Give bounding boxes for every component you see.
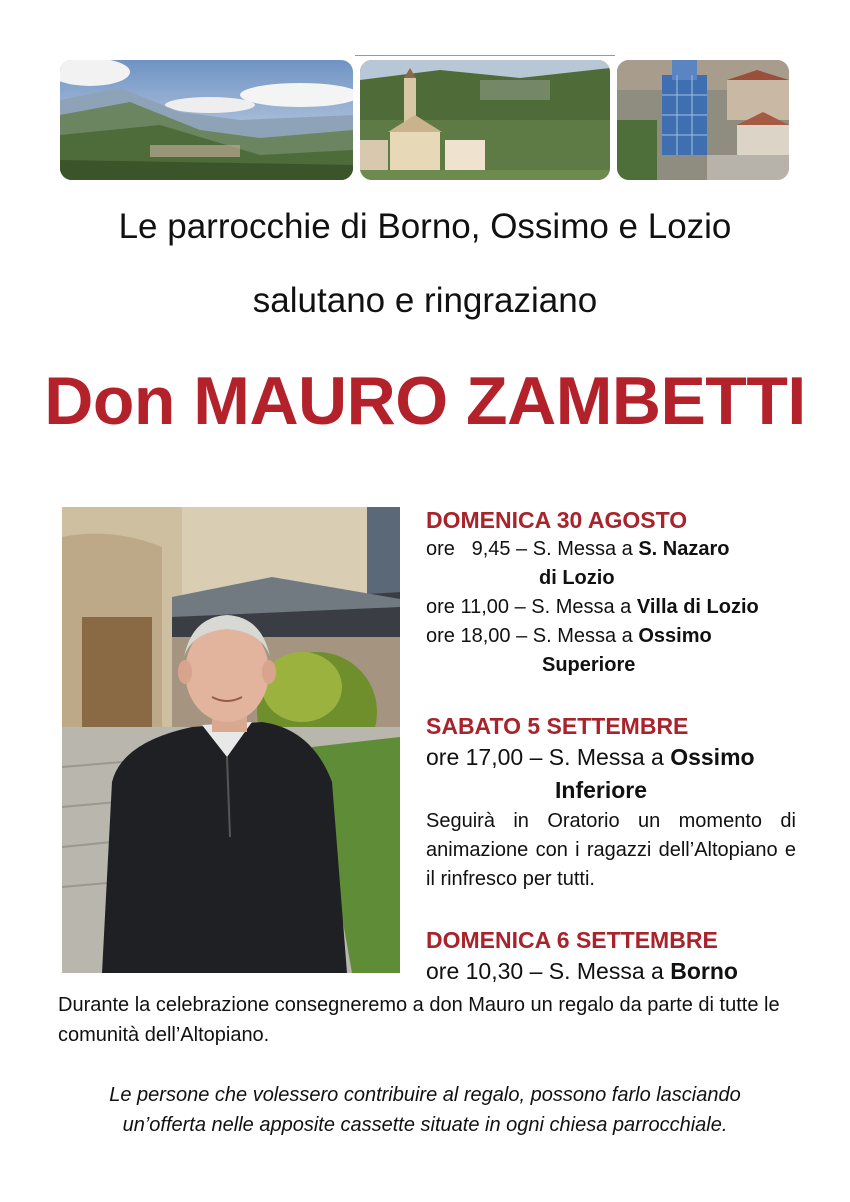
closing-line-2: un’offerta nelle apposite cassette situate in ogni chiesa parrocchiale. xyxy=(122,1114,728,1136)
mass-time: ore 9,45 – S. Messa a xyxy=(426,538,639,560)
mass-place: Villa di Lozio xyxy=(636,596,759,618)
mass-place: Borno xyxy=(670,958,738,984)
mass-time: ore 11,00 – S. Messa a xyxy=(426,596,637,618)
header-line-2: salutano e ringraziano xyxy=(252,281,598,320)
mass-time: ore 18,00 – S. Messa a xyxy=(426,625,639,647)
oratorio-note: Seguirà in Oratorio un momento di animazione con i ragazzi dell’Altopiano e il rinfresco per tutti. xyxy=(426,810,796,890)
mass-item xyxy=(426,955,738,988)
mass-place-continued: di Lozio xyxy=(539,567,615,589)
day-heading: SABATO 5 SETTEMBRE xyxy=(426,713,689,739)
mountain-valley-photo xyxy=(60,60,353,180)
mass-item xyxy=(426,593,759,622)
mass-time: ore 17,00 – S. Messa a xyxy=(426,744,671,770)
schedule-day-3 xyxy=(426,926,738,988)
mass-place: Ossimo xyxy=(670,744,755,770)
mass-place-continued: Inferiore xyxy=(555,777,648,803)
closing-line-1: Le persone che volessero contribuire al regalo, possono farlo lasciando xyxy=(109,1084,741,1106)
schedule-day-2 xyxy=(426,712,796,894)
mass-place: S. Nazaro xyxy=(638,538,730,560)
mass-place: Ossimo xyxy=(638,625,712,647)
mass-time: ore 10,30 – S. Messa a xyxy=(426,958,671,984)
gift-paragraph: Durante la celebrazione consegneremo a don Mauro un regalo da parte di tutte le comunità dell’Altopiano. xyxy=(58,994,780,1046)
church-village-photo xyxy=(360,60,610,180)
day-heading: DOMENICA 6 SETTEMBRE xyxy=(426,927,718,953)
priest-portrait-photo xyxy=(62,507,400,973)
header-line-1: Le parrocchie di Borno, Ossimo e Lozio xyxy=(118,207,732,246)
mass-item xyxy=(426,622,759,651)
priest-name-title: Don MAURO ZAMBETTI xyxy=(44,363,806,439)
mass-place-continued: Superiore xyxy=(542,654,636,676)
top-divider xyxy=(355,55,615,56)
scaffolded-church-aerial-photo xyxy=(617,60,789,180)
mass-item xyxy=(426,741,796,774)
mass-item xyxy=(426,535,759,564)
day-heading: DOMENICA 30 AGOSTO xyxy=(426,507,688,533)
schedule-day-1 xyxy=(426,506,759,680)
